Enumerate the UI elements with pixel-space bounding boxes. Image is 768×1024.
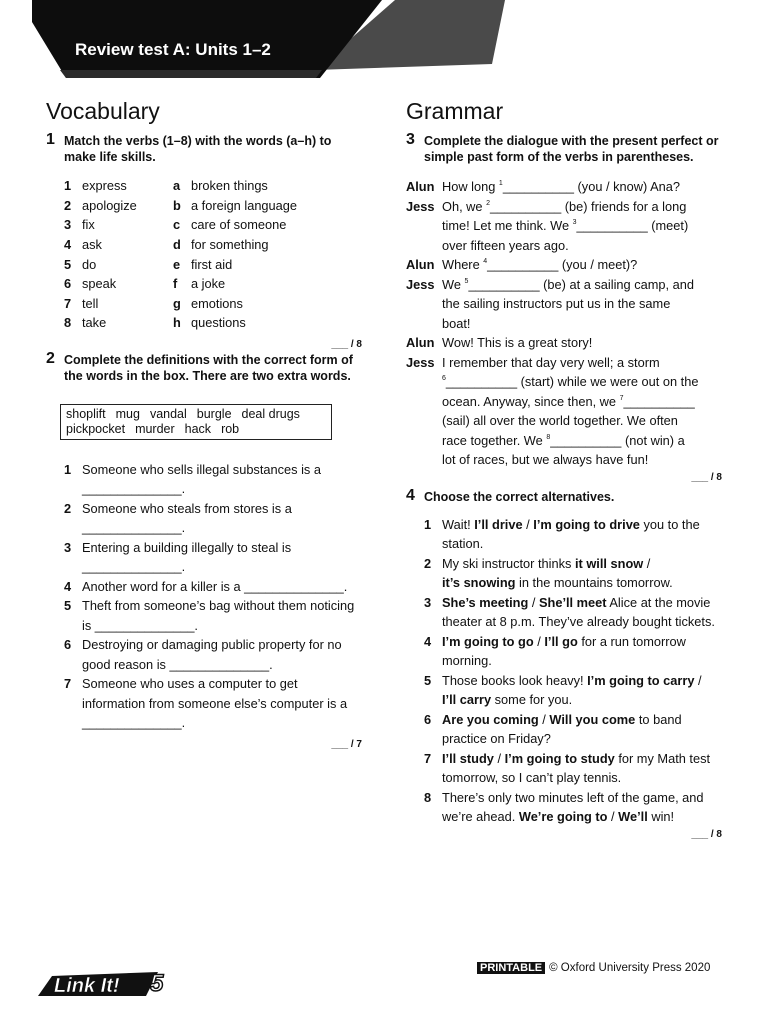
- list-item: [424, 710, 726, 749]
- option[interactable]: She’s meeting: [442, 594, 529, 610]
- line-text: __________ (be) friends for a long: [490, 198, 687, 214]
- letter: a: [173, 178, 181, 194]
- item-number: 4: [424, 633, 432, 649]
- speaker: Jess: [406, 198, 435, 214]
- option[interactable]: I’m going to drive: [533, 516, 640, 532]
- list-item: [424, 632, 726, 671]
- item-text: to band: [635, 711, 682, 727]
- line-text: lot of races, but we always have fun!: [442, 452, 649, 467]
- box-word: burgle: [196, 406, 232, 421]
- link-it-logo: [38, 964, 188, 1000]
- option[interactable]: it’s snowing: [442, 575, 516, 590]
- item-text: station.: [442, 536, 484, 551]
- list-item: [64, 577, 366, 597]
- grammar-heading: Grammar: [406, 98, 504, 124]
- item-number: 3: [64, 539, 72, 555]
- item-text: win!: [647, 809, 675, 824]
- vocabulary-heading: Vocabulary: [46, 98, 160, 124]
- option[interactable]: Will you come: [549, 711, 636, 727]
- letter: f: [173, 276, 178, 292]
- item-text: we’re ahead.: [442, 809, 519, 824]
- item-number: 2: [424, 555, 432, 571]
- exercise-instruction: Choose the correct alternatives.: [424, 489, 615, 504]
- line-text: __________ (you / meet)?: [487, 257, 638, 272]
- answer-blank: ______________.: [82, 481, 186, 497]
- item-number: 4: [64, 578, 72, 594]
- option[interactable]: I’m going to go: [442, 633, 534, 649]
- word: for something: [191, 237, 269, 253]
- definition-text: Entering a building illegally to steal is: [82, 539, 292, 555]
- list-item: [424, 593, 726, 632]
- speaker: Alun: [406, 257, 435, 272]
- line-text: __________ (start) while we were out on the: [445, 374, 699, 389]
- verb: express: [82, 178, 127, 194]
- letter: c: [173, 217, 181, 233]
- list-item: [424, 749, 726, 788]
- item-text: morning.: [442, 653, 492, 668]
- separator: /: [522, 516, 534, 532]
- letter: e: [173, 256, 181, 272]
- item-number: 3: [64, 217, 72, 233]
- separator: /: [643, 555, 651, 571]
- line-text: time! Let me think. We: [442, 218, 573, 233]
- exercise-4: [406, 486, 726, 505]
- verb: tell: [82, 295, 99, 311]
- list-item: [64, 538, 366, 577]
- separator: /: [607, 809, 619, 824]
- separator: /: [533, 633, 545, 649]
- logo-icon: [38, 964, 188, 1000]
- word-box: [60, 404, 332, 440]
- option[interactable]: I’ll go: [544, 633, 578, 649]
- item-number: 1: [64, 461, 72, 477]
- box-word: pickpocket: [66, 421, 126, 436]
- verb: speak: [82, 276, 117, 292]
- line-text: We: [442, 276, 465, 292]
- answer-blank: good reason is ______________.: [82, 656, 273, 672]
- item-number: 4: [64, 237, 72, 253]
- item-number: 6: [64, 637, 72, 653]
- svg-text:5: 5: [150, 970, 164, 997]
- letter: b: [173, 197, 181, 213]
- item-number: 8: [424, 789, 432, 805]
- line-text: __________: [623, 393, 695, 409]
- list-item: [64, 313, 366, 333]
- exercise-instruction: Match the verbs (1–8) with the words (a–h) to make life skills.: [64, 134, 332, 164]
- box-word: rob: [221, 421, 240, 436]
- option[interactable]: I’m going to carry: [587, 672, 695, 688]
- list-item: [64, 635, 366, 674]
- footer-copyright: [477, 962, 710, 974]
- line-text: ocean. Anyway, since then, we: [442, 393, 620, 409]
- page-title: Review test A: Units 1–2: [75, 40, 271, 59]
- item-number: 7: [424, 750, 432, 766]
- definition-text: Another word for a killer is a ______________.: [82, 578, 348, 594]
- list-item: [424, 788, 726, 827]
- item-number: 2: [64, 197, 72, 213]
- answer-blank: is ______________.: [82, 617, 198, 633]
- item-text: in the mountains tomorrow.: [515, 575, 673, 590]
- dialogue-line: [406, 275, 726, 334]
- item-number: 5: [424, 672, 432, 688]
- definition-text: Destroying or damaging public property for no: [82, 637, 342, 653]
- line-text: the sailing instructors put us in the same: [442, 296, 671, 311]
- dialogue-line: [406, 177, 726, 197]
- line-text: Oh, we: [442, 198, 487, 214]
- list-item: [424, 671, 726, 710]
- item-text: tomorrow, so I can’t play tennis.: [442, 770, 622, 785]
- gap-number: 1: [498, 180, 503, 187]
- definition-text: Someone who uses a computer to get: [82, 676, 298, 692]
- option[interactable]: I’m going to study: [504, 750, 615, 766]
- dialogue-line: [406, 197, 726, 256]
- answer-blank: ______________.: [82, 559, 186, 575]
- exercise-instruction: Complete the definitions with the correct form of the words in the box. There are two extra words.: [64, 352, 353, 383]
- item-text: theater at 8 p.m. They’ve already bought tickets.: [442, 614, 715, 629]
- dialogue-line: [406, 353, 726, 470]
- word: broken things: [191, 178, 268, 194]
- grammar-column: [406, 98, 726, 840]
- copyright-text: © Oxford University Press 2020: [549, 962, 711, 974]
- box-word: shoplift: [66, 406, 106, 421]
- exercise-3: [406, 133, 726, 165]
- list-item: [64, 235, 366, 255]
- gap-number: 6: [442, 375, 446, 382]
- list-item: [64, 499, 366, 538]
- item-number: 5: [64, 598, 72, 614]
- header-banner: [0, 0, 768, 90]
- verb: take: [82, 315, 107, 331]
- box-word: vandal: [149, 406, 187, 421]
- exercise-instruction: Complete the dialogue with the present perfect or simple past form of the verbs in parentheses.: [424, 134, 719, 164]
- list-item: [64, 596, 366, 635]
- score-box: ___ / 7: [331, 738, 362, 750]
- score-box: ___ / 8: [691, 828, 722, 840]
- item-number: 7: [64, 295, 72, 311]
- item-text: for my Math test: [614, 750, 711, 766]
- item-number: 2: [64, 500, 72, 516]
- option[interactable]: She’ll meet: [538, 594, 607, 610]
- gap-number: 8: [546, 433, 551, 441]
- list-item: [64, 254, 366, 274]
- exercise-number: 4: [406, 486, 415, 504]
- option[interactable]: I’ll carry: [442, 692, 492, 707]
- line-text: __________ (not win) a: [550, 432, 685, 448]
- exercise-number: 3: [406, 131, 415, 148]
- option[interactable]: We’ll: [618, 809, 648, 824]
- word: a joke: [191, 276, 226, 292]
- list-item: [64, 294, 366, 314]
- dialogue: [406, 177, 726, 470]
- item-text: Those books look heavy!: [442, 672, 588, 688]
- item-number: 1: [64, 178, 72, 194]
- option[interactable]: We’re going to: [518, 809, 608, 824]
- gap-number: 5: [464, 277, 469, 285]
- list-item: [424, 554, 726, 593]
- box-word: hack: [184, 421, 212, 436]
- item-number: 6: [424, 711, 432, 727]
- exercise-1: [46, 133, 366, 350]
- definitions-list: [46, 460, 366, 733]
- list-item: [64, 215, 366, 235]
- line-text: Wow! This is a great story!: [442, 335, 593, 350]
- answer-blank: ______________.: [82, 715, 186, 731]
- exercise-number: 1: [46, 131, 55, 148]
- item-number: 7: [64, 676, 72, 692]
- speaker: Jess: [406, 276, 435, 292]
- line-text: I remember that day very well; a storm: [442, 354, 660, 370]
- line-text: (sail) all over the world together. We often: [442, 413, 678, 428]
- score-box: ___ / 8: [331, 338, 362, 350]
- definition-text: Theft from someone’s bag without them noticing: [82, 598, 355, 614]
- separator: /: [528, 594, 539, 610]
- exercise-number: 2: [46, 349, 55, 367]
- word: questions: [191, 315, 246, 331]
- word-box-line: [66, 407, 326, 422]
- svg-text:Link It!: Link It!: [54, 975, 120, 997]
- verb: do: [82, 256, 97, 272]
- gap-number: 3: [572, 219, 577, 226]
- dialogue-line: [406, 333, 726, 353]
- exercise-2: [46, 349, 366, 384]
- word: emotions: [191, 295, 243, 311]
- item-number: 8: [64, 315, 72, 331]
- verb: fix: [82, 217, 95, 233]
- word: a foreign language: [191, 197, 298, 213]
- list-item: [424, 515, 726, 554]
- list-item: [64, 274, 366, 294]
- line-text: over fifteen years ago.: [442, 237, 569, 253]
- option[interactable]: Are you coming: [442, 711, 539, 727]
- item-text: Wait!: [442, 516, 475, 532]
- separator: /: [493, 750, 505, 766]
- item-number: 5: [64, 256, 72, 272]
- item-text: some for you.: [491, 692, 573, 707]
- line-text: __________ (be) at a sailing camp, and: [468, 276, 694, 292]
- list-item: [64, 674, 366, 733]
- option[interactable]: I’ll drive: [474, 516, 523, 532]
- letter: g: [173, 295, 181, 311]
- box-word: mug: [115, 406, 140, 421]
- line-text: __________ (you / know) Ana?: [502, 179, 680, 194]
- item-number: 6: [64, 276, 72, 292]
- item-text: My ski instructor thinks: [442, 555, 575, 571]
- verb: ask: [82, 237, 102, 253]
- item-number: 3: [424, 594, 432, 610]
- definition-text: information from someone else’s computer is a: [82, 695, 348, 711]
- list-item: [64, 176, 366, 196]
- match-list: [64, 176, 366, 333]
- line-text: race together. We: [442, 432, 547, 448]
- score-box: ___ / 8: [691, 471, 722, 483]
- line-text: boat!: [442, 315, 471, 331]
- gap-number: 4: [483, 258, 488, 265]
- vocabulary-column: [46, 98, 366, 750]
- speaker: Alun: [406, 335, 435, 350]
- list-item: [64, 460, 366, 499]
- list-item: [64, 196, 366, 216]
- definition-text: Someone who sells illegal substances is a: [82, 461, 322, 477]
- item-text: practice on Friday?: [442, 731, 551, 746]
- item-number: 1: [424, 516, 432, 532]
- gap-number: 2: [486, 199, 491, 207]
- item-text: you to the: [639, 516, 700, 532]
- definition-text: Someone who steals from stores is a: [82, 500, 292, 516]
- item-text: for a run tomorrow: [577, 633, 686, 649]
- letter: d: [173, 237, 181, 253]
- printable-badge: PRINTABLE: [477, 962, 545, 974]
- item-text: Alice at the movie: [606, 594, 711, 610]
- item-text: There’s only two minutes left of the game, and: [442, 789, 704, 805]
- line-text: Where: [442, 257, 484, 272]
- word: first aid: [191, 256, 233, 272]
- gap-number: 7: [619, 394, 624, 402]
- letter: h: [173, 315, 181, 331]
- separator: /: [538, 711, 550, 727]
- speaker: Alun: [406, 179, 435, 194]
- word: care of someone: [191, 217, 287, 233]
- option[interactable]: I’ll study: [442, 750, 494, 766]
- speaker: Jess: [406, 354, 435, 370]
- separator: /: [694, 672, 702, 688]
- word-box-line: [66, 422, 326, 437]
- line-text: __________ (meet): [576, 218, 689, 233]
- box-word: deal drugs: [241, 406, 300, 421]
- answer-blank: ______________.: [82, 520, 186, 536]
- box-word: murder: [135, 421, 175, 436]
- option[interactable]: it will snow: [574, 555, 644, 571]
- line-text: How long: [442, 179, 499, 194]
- verb: apologize: [82, 197, 137, 213]
- alternatives-list: [406, 515, 726, 827]
- dialogue-line: [406, 255, 726, 275]
